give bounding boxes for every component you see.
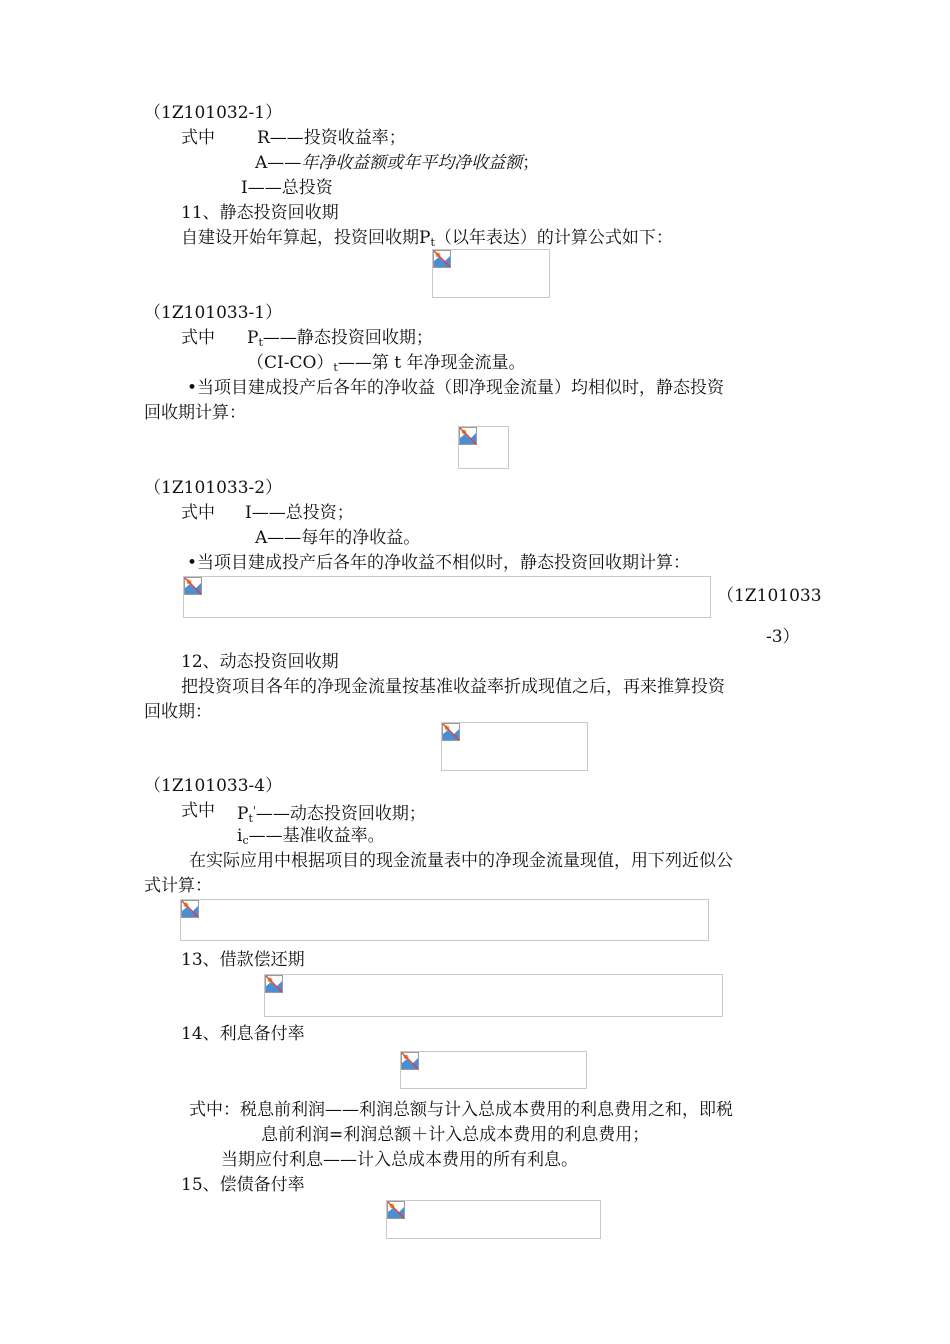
formula-image — [458, 426, 509, 469]
formula-image — [183, 576, 711, 618]
formula-image — [386, 1200, 601, 1239]
equation-number: （1Z101033 — [717, 586, 822, 606]
variable-definition: A——每年的净收益。 — [255, 528, 421, 548]
paragraph: 把投资项目各年的净现金流量按基准收益率折成现值之后，再来推算投资 — [181, 677, 725, 697]
broken-image-icon — [459, 427, 477, 445]
bullet-paragraph: •当项目建成投产后各年的净收益不相似时，静态投资回收期计算： — [187, 553, 691, 573]
variable-definition-cont: 息前利润=利润总额＋计入总成本费用的利息费用； — [261, 1125, 650, 1145]
variable-definition: 式中：税息前利润——利润总额与计入总成本费用的利息费用之和，即税 — [189, 1100, 733, 1120]
paragraph: 在实际应用中根据项目的现金流量表中的净现金流量现值，用下列近似公 — [189, 851, 733, 871]
variable-definition: $P_t——$静态投资回收期； — [247, 328, 433, 349]
section-heading: 15、偿债备付率 — [181, 1175, 305, 1195]
equation-number: （1Z101033-4） — [144, 776, 283, 796]
equation-number: （1Z101033-1） — [144, 303, 283, 323]
variable-definition: I——总投资 — [241, 178, 333, 198]
section-heading: 13、借款偿还期 — [181, 950, 305, 970]
broken-image-icon — [265, 975, 283, 993]
formula-image — [264, 974, 723, 1017]
section-heading: 11、静态投资回收期 — [181, 203, 339, 223]
broken-image-icon — [184, 577, 202, 595]
formula-image — [432, 249, 550, 298]
paragraph-cont: 式计算： — [144, 876, 212, 896]
variable-definition: R——投资收益率； — [257, 128, 406, 148]
broken-image-icon — [181, 900, 199, 918]
variable-definition: A——年净收益额或年平均净收益额； — [255, 153, 540, 173]
broken-image-icon — [442, 723, 460, 741]
equation-number-cont: -3） — [766, 627, 800, 647]
section-heading: 12、动态投资回收期 — [181, 652, 339, 672]
formula-image — [180, 899, 709, 941]
where-label: 式中 — [181, 328, 215, 348]
equation-number: （1Z101032-1） — [144, 103, 283, 123]
where-label: 式中 — [181, 503, 215, 523]
variable-definition: $i_c——$基准收益率。 — [237, 826, 385, 847]
paragraph: 自建设开始年算起，投资回收期$P_t$（以年表达）的计算公式如下： — [181, 228, 673, 249]
where-label: 式中 — [181, 801, 215, 821]
broken-image-icon — [387, 1201, 405, 1219]
broken-image-icon — [433, 250, 451, 268]
equation-number: （1Z101033-2） — [144, 478, 283, 498]
formula-image — [441, 722, 588, 771]
bullet-paragraph-cont: 回收期计算： — [144, 403, 246, 423]
formula-image — [400, 1051, 587, 1089]
section-heading: 14、利息备付率 — [181, 1024, 305, 1044]
paragraph-cont: 回收期： — [144, 702, 212, 722]
variable-definition: $(CI-CO)_t——$第 t 年净现金流量。 — [247, 353, 526, 374]
where-label: 式中 — [181, 128, 215, 148]
bullet-paragraph: •当项目建成投产后各年的净收益（即净现金流量）均相似时，静态投资 — [187, 378, 725, 398]
broken-image-icon — [401, 1052, 419, 1070]
variable-definition: $P_t'——$动态投资回收期； — [237, 804, 426, 825]
variable-definition: I——总投资； — [245, 503, 354, 523]
variable-definition: 当期应付利息——计入总成本费用的所有利息。 — [221, 1150, 578, 1170]
